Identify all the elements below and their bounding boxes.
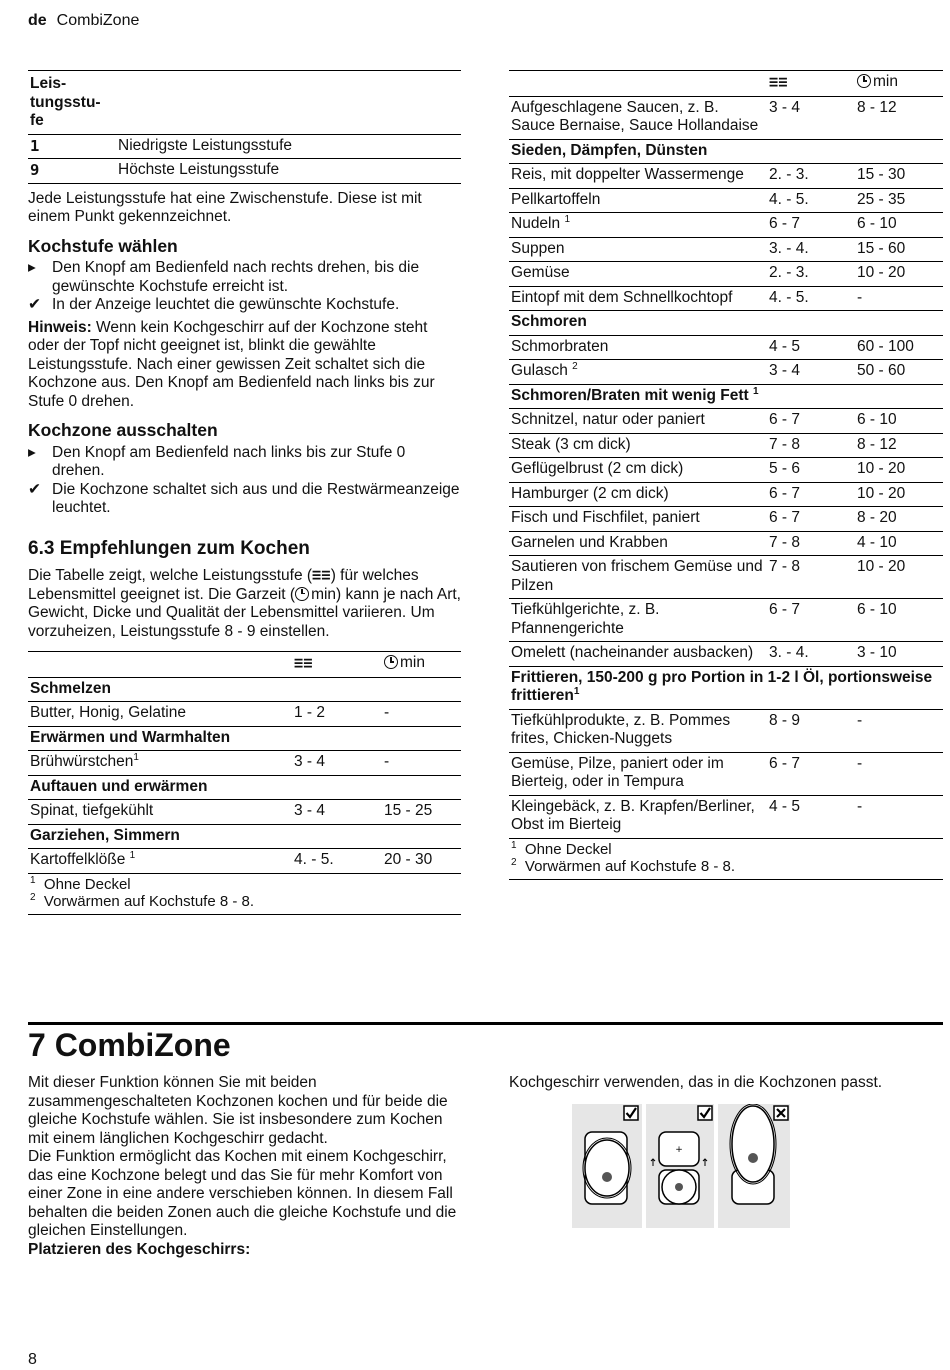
food-name: Aufgeschlagene Saucen, z. B. Sauce Bernaise, Sauce Hollandaise — [509, 96, 767, 139]
power-level: 2. - 3. — [767, 262, 855, 287]
footnote: $^1$ Ohne Deckel — [511, 839, 612, 858]
footnote-ref: 1 — [133, 751, 139, 763]
off-step: ▸ Den Knopf am Bedienfeld nach links bis zur Stufe 0 drehen. — [28, 443, 406, 479]
level-table-head: Leis- tungsstu- fe — [28, 71, 116, 135]
cook-time: 50 - 60 — [855, 360, 943, 385]
table-row — [509, 237, 943, 262]
table-row — [509, 96, 943, 139]
section-rule — [28, 1022, 943, 1025]
combizone-right — [509, 1074, 943, 1093]
table-section-row — [509, 139, 943, 164]
footnote-ref: 1 — [129, 849, 136, 861]
power-level: 4. - 5. — [767, 286, 855, 311]
power-level: 6 - 7 — [767, 599, 855, 642]
placement-panel-3 — [718, 1104, 790, 1228]
power-level: 6 - 7 — [767, 507, 855, 532]
table-row — [28, 751, 461, 776]
select-heading: Kochstufe wählen — [28, 235, 178, 256]
food-name: Omelett (nacheinander ausbacken) — [509, 642, 767, 667]
cook-time: - — [855, 795, 943, 838]
food-name: Schmelzen — [28, 677, 461, 702]
power-level: 3 - 4 — [292, 751, 382, 776]
clock-icon — [857, 74, 871, 88]
section-title: 7 CombiZone — [28, 1027, 231, 1063]
food-name: Brühwürstchen$^1$ — [28, 751, 292, 776]
cook-time: 4 - 10 — [855, 531, 943, 556]
table-row — [509, 482, 943, 507]
left-footnotes — [28, 874, 461, 915]
food-name: Eintopf mit dem Schnellkochtopf — [509, 286, 767, 311]
footnote: $^2$ Vorwärmen auf Kochstufe 8 - 8. — [511, 856, 736, 875]
table-section-row — [509, 384, 943, 409]
food-name: Reis, mit doppelter Wassermenge — [509, 164, 767, 189]
table-row — [509, 531, 943, 556]
cook-time: - — [855, 752, 943, 795]
food-name: Schnitzel, natur oder paniert — [509, 409, 767, 434]
cook-time: 10 - 20 — [855, 482, 943, 507]
power-level: 7 - 8 — [767, 531, 855, 556]
cook-time: 60 - 100 — [855, 335, 943, 360]
level-icon: ≡≡ — [312, 566, 331, 584]
cook-time: 6 - 10 — [855, 213, 943, 238]
food-name: Schmorbraten — [509, 335, 767, 360]
food-name: Schmoren — [509, 311, 943, 336]
power-level: 6 - 7 — [767, 213, 855, 238]
level-icon: ≡≡ — [769, 73, 788, 91]
off-heading: Kochzone ausschalten — [28, 420, 218, 440]
cook-time: - — [382, 702, 461, 727]
arrow-right-icon: ▸ — [28, 259, 36, 276]
food-name: Butter, Honig, Gelatine — [28, 702, 292, 727]
level-row — [28, 159, 461, 184]
table-section-row — [28, 824, 461, 849]
cook-time: 6 - 10 — [855, 409, 943, 434]
food-name: Garnelen und Krabben — [509, 531, 767, 556]
power-level: 1 - 2 — [292, 702, 382, 727]
svg-text:+: + — [675, 1145, 683, 1155]
table-section-row — [28, 677, 461, 702]
table-section-row — [28, 775, 461, 800]
food-name: Tiefkühlprodukte, z. B. Pommes frites, Chicken-Nuggets — [509, 709, 767, 752]
power-level: 6 - 7 — [767, 409, 855, 434]
cook-time: 8 - 12 — [855, 433, 943, 458]
food-name: Tiefkühlgerichte, z. B. Pfannengerichte — [509, 599, 767, 642]
table-row — [509, 795, 943, 838]
select-step: ▸ Den Knopf am Bedienfeld nach rechts drehen, bis die gewünschte Kochstufe erreicht ist. — [28, 259, 420, 295]
placement-panel-1 — [572, 1104, 642, 1228]
cook-time: 8 - 20 — [855, 507, 943, 532]
combizone-para1: Mit dieser Funktion können Sie mit beiden zusammengeschalteten Kochzonen kochen und für beide die gleiche Kochstufe wählen. Sie ist insbesondere zum Kochen mit einem länglichen Kochgeschirr gedacht. — [28, 1074, 448, 1147]
power-level: 5 - 6 — [767, 458, 855, 483]
power-level: 6 - 7 — [767, 752, 855, 795]
table-row — [509, 188, 943, 213]
level-glyph: 9 — [28, 159, 116, 184]
footnote: $^2$ Vorwärmen auf Kochstufe 8 - 8. — [30, 891, 255, 910]
table-row — [509, 213, 943, 238]
off-result: ✔ Die Kochzone schaltet sich aus und die Restwärmeanzeige leuchtet. — [28, 480, 460, 516]
food-name: Sieden, Dämpfen, Dünsten — [509, 139, 943, 164]
food-name: Spinat, tiefgekühlt — [28, 800, 292, 825]
cook-time: - — [855, 709, 943, 752]
table-row — [509, 164, 943, 189]
food-name: Gemüse, Pilze, paniert oder im Bierteig, oder in Tempura — [509, 752, 767, 795]
footnote: $^1$ Ohne Deckel — [30, 874, 131, 893]
food-name: Hamburger (2 cm dick) — [509, 482, 767, 507]
food-name: Kleingebäck, z. B. Krapfen/Berliner, Obst im Bierteig — [509, 795, 767, 838]
select-hint: Hinweis: Wenn kein Kochgeschirr auf der Kochzone steht oder der Topf nicht geeignet ist, blinkt die gewählte Leistungsstufe. Nach einer gewissen Zeit schaltet sich die Kochzone aus. Den Knopf am Bedienfeld nach links bis zur Stufe 0 drehen. — [28, 318, 435, 410]
power-level: 8 - 9 — [767, 709, 855, 752]
food-name: Geflügelbrust (2 cm dick) — [509, 458, 767, 483]
cook-time: 8 - 12 — [855, 96, 943, 139]
combizone-right-text: Kochgeschirr verwenden, das in die Kochzonen passt. — [509, 1074, 883, 1091]
table-row — [509, 556, 943, 599]
food-name: Gemüse — [509, 262, 767, 287]
right-footnotes — [509, 839, 943, 880]
food-name: Fisch und Fischfilet, paniert — [509, 507, 767, 532]
food-name: Erwärmen und Warmhalten — [28, 726, 461, 751]
cook-time: 15 - 25 — [382, 800, 461, 825]
food-name: Schmoren/Braten mit wenig Fett $^1$ — [509, 384, 943, 409]
table-row — [509, 286, 943, 311]
table-right: ≡≡ min Aufgeschlagene Saucen, z. B. Sauce Bernaise, Sauce Hollandaise 3 - 4 8 - 12 Sieden, Dämpfen, Dünsten Reis, mit doppelter Wassermenge 2. - 3. 15 - 30 Pellkartoffeln 4. - 5. 25 - 35 Nudeln $^1$ 6 - 7 6 - 10 Suppen 3. - 4. 15 - 60 Gemüse 2. - 3. 10 - 20 Eintopf mit dem Schnellkochtopf 4. - 5. - Schmoren Schmorbraten 4 - 5 60 - 100 Gulasch $^2$ 3 - 4 50 - 60 Schmoren/Braten mit wenig Fett $^1$ Schnitzel, natur oder paniert 6 - 7 6 - 10 Steak (3 cm dick) 7 - 8 8 - 12 Geflügelbrust (2 cm dick) 5 - 6 10 - 20 Hamburger (2 cm dick) 6 - 7 10 - 20 Fisch und Fischfilet, paniert 6 - 7 8 - 20 Garnelen und Krabben 7 - 8 4 - 10 Sautieren von frischem Gemüse und Pilzen 7 - 8 10 - 20 Tiefkühlgerichte, z. B. Pfannengerichte 6 - 7 6 - 10 Omelett (nacheinander ausbacken) 3. - 4. 3 - 10 Frittieren, 150-200 g pro Portion in 1-2 l Öl, portionsweise frittieren$^1$ Tiefkühlprodukte, z. B. Pommes frites, Chicken-Nuggets 8 - 9 - Gemüse, Pilze, paniert oder im Bierteig, oder in Tempura 6 - 7 - Kleingebäck, z. B. Krapfen/Berliner, Obst im Bierteig 4 - 5 - — [509, 70, 943, 839]
cook-time: 15 - 60 — [855, 237, 943, 262]
select-result: ✔ In der Anzeige leuchtet die gewünschte Kochstufe. — [28, 296, 400, 313]
table-row — [509, 709, 943, 752]
level-text: Niedrigste Leistungsstufe — [116, 134, 461, 159]
power-level: 3 - 4 — [767, 360, 855, 385]
food-name: Nudeln $^1$ — [509, 213, 767, 238]
checkmark-icon: ✔ — [28, 480, 41, 498]
cook-time: 3 - 10 — [855, 642, 943, 667]
cook-time: 15 - 30 — [855, 164, 943, 189]
footnote-ref: 1 — [564, 213, 570, 225]
right-column — [509, 70, 943, 880]
table-row — [509, 599, 943, 642]
placing-label: Platzieren des Kochgeschirrs: — [28, 1240, 251, 1258]
food-name: Auftauen und erwärmen — [28, 775, 461, 800]
footnote-ref: 1 — [573, 685, 580, 697]
power-level: 6 - 7 — [767, 482, 855, 507]
table-section-row — [28, 726, 461, 751]
table-row — [509, 433, 943, 458]
table-row — [509, 360, 943, 385]
power-level: 4. - 5. — [767, 188, 855, 213]
power-level: 2. - 3. — [767, 164, 855, 189]
recommend-intro: Die Tabelle zeigt, welche Leistungsstufe (≡≡) für welches Lebensmittel geeignet ist. Die Garzeit ( min) kann je nach Art, Gewicht, Dicke und Qualität der Lebensmittel variieren. Um vorzuheizen, Leistungsstufe 8 - 9 einstellen. — [28, 566, 461, 640]
table-row — [28, 849, 461, 874]
power-level: 7 - 8 — [767, 556, 855, 599]
food-name: Pellkartoffeln — [509, 188, 767, 213]
food-name: Suppen — [509, 237, 767, 262]
page-number: 8 — [28, 1351, 37, 1368]
table-row — [509, 458, 943, 483]
cook-time: 10 - 20 — [855, 556, 943, 599]
cook-time: - — [855, 286, 943, 311]
placement-panel-2 — [646, 1104, 714, 1228]
footnote-ref: 2 — [572, 360, 578, 372]
header-title: CombiZone — [56, 12, 140, 29]
power-level: 4. - 5. — [292, 849, 382, 874]
food-name: Frittieren, 150-200 g pro Portion in 1-2 l Öl, portionsweise frittieren$^1$ — [509, 666, 943, 709]
power-level: 3 - 4 — [767, 96, 855, 139]
table-row — [509, 335, 943, 360]
table-row — [509, 642, 943, 667]
arrow-right-icon: ▸ — [28, 443, 36, 461]
combizone-left — [28, 1074, 461, 1259]
clock-icon — [295, 587, 309, 601]
cook-time: - — [382, 751, 461, 776]
power-level: 3. - 4. — [767, 642, 855, 667]
food-name: Steak (3 cm dick) — [509, 433, 767, 458]
power-level: 7 - 8 — [767, 433, 855, 458]
level-text: Höchste Leistungsstufe — [116, 159, 461, 184]
level-glyph: 1 — [28, 134, 116, 159]
cook-time: 6 - 10 — [855, 599, 943, 642]
food-name: Garziehen, Simmern — [28, 824, 461, 849]
table-row — [509, 262, 943, 287]
power-level: 4 - 5 — [767, 795, 855, 838]
table-row — [509, 507, 943, 532]
food-name: Kartoffelklöße $^1$ — [28, 849, 292, 874]
power-level: 3 - 4 — [292, 800, 382, 825]
level-note: Jede Leistungsstufe hat eine Zwischenstufe. Diese ist mit einem Punkt gekennzeichnet. — [28, 189, 422, 225]
food-name: Gulasch $^2$ — [509, 360, 767, 385]
level-table — [28, 70, 461, 184]
checkmark-icon: ✔ — [28, 296, 41, 313]
recommend-heading: 6.3 Empfehlungen zum Kochen — [28, 537, 310, 559]
language-code: de — [28, 12, 47, 29]
table-row — [28, 702, 461, 727]
table-section-row — [509, 311, 943, 336]
power-level: 4 - 5 — [767, 335, 855, 360]
level-icon: ≡≡ — [294, 654, 313, 672]
table-row — [509, 752, 943, 795]
table-row — [509, 409, 943, 434]
table-left: ≡≡ min Schmelzen Butter, Honig, Gelatine 1 - 2 - Erwärmen und Warmhalten Brühwürstchen$^1$ 3 - 4 - Auftauen und erwärmen Spinat, tiefgekühlt 3 - 4 15 - 25 Garziehen, Simmern Kartoffelklöße $^1$ 4. - 5. 20 - 30 — [28, 651, 461, 874]
food-name: Sautieren von frischem Gemüse und Pilzen — [509, 556, 767, 599]
clock-icon — [384, 655, 398, 669]
combizone-para2: Die Funktion ermöglicht das Kochen mit einem Kochgeschirr, das eine Kochzone belegt und das Sie für mehr Komfort von einer Zone in eine andere verschieben können. In diesem Fall behalten die beiden Zonen auch die gleiche Kochstufe und die gleichen Einstellungen. — [28, 1148, 457, 1239]
page-header — [28, 12, 139, 31]
cookware-placement-figure — [572, 1104, 790, 1228]
cook-time: 10 - 20 — [855, 262, 943, 287]
cook-time: 20 - 30 — [382, 849, 461, 874]
level-row — [28, 134, 461, 159]
cook-time: 25 - 35 — [855, 188, 943, 213]
power-level: 3. - 4. — [767, 237, 855, 262]
table-section-row — [509, 666, 943, 709]
cook-time: 10 - 20 — [855, 458, 943, 483]
table-row — [28, 800, 461, 825]
footnote-ref: 1 — [753, 385, 759, 397]
left-column — [28, 70, 461, 915]
